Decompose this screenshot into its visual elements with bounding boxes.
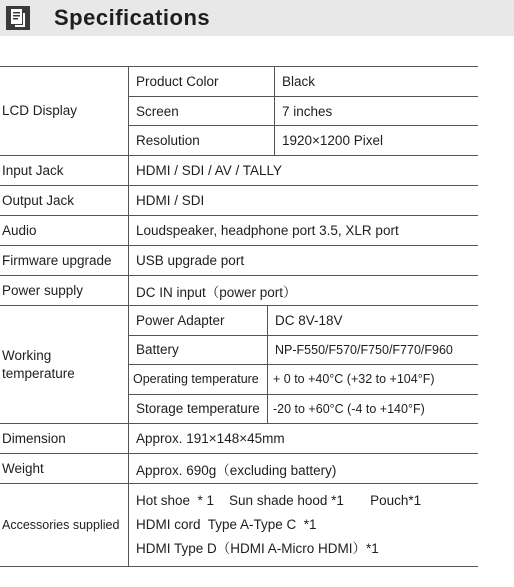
lcd-row-screen — [129, 96, 478, 126]
working-key: Operating temperature — [133, 372, 259, 387]
spec-label: Dimension — [2, 430, 66, 446]
spec-label: Output Jack — [2, 192, 75, 208]
working-key: Battery — [136, 342, 179, 358]
spec-label-lcd: LCD Display — [2, 103, 78, 118]
spec-label: Audio — [2, 222, 37, 238]
spec-row-accessories — [0, 483, 478, 567]
lcd-value: 1920×1200 Pixel — [274, 126, 478, 155]
lcd-key: Product Color — [136, 73, 219, 89]
working-subtable — [128, 306, 478, 423]
working-value: + 0 to +40°C (+32 to +104°F) — [267, 365, 478, 394]
spec-row-lcd — [0, 66, 478, 155]
spec-label: Weight — [2, 460, 44, 476]
lcd-row-resolution — [129, 125, 478, 155]
spec-value: Approx. 191×148×45mm — [128, 424, 478, 453]
spec-label: Input Jack — [2, 162, 64, 178]
spec-value: USB upgrade port — [128, 246, 478, 275]
spec-row-weight — [0, 453, 478, 483]
lcd-key: Resolution — [136, 133, 200, 149]
spec-row-firmware — [0, 245, 478, 275]
spec-label: Power supply — [2, 282, 84, 298]
lcd-row-color — [129, 67, 478, 96]
spec-table — [0, 66, 478, 567]
accessory-line: HDMI Type D（HDMI A-Micro HDMI）*1 — [136, 541, 379, 556]
working-row-operating — [129, 364, 478, 394]
working-value: -20 to +60°C (-4 to +140°F) — [267, 395, 478, 424]
spec-label: Firmware upgrade — [2, 252, 112, 268]
page-title: Specifications — [54, 5, 211, 30]
spec-value: Loudspeaker, headphone port 3.5, XLR port — [128, 216, 478, 245]
working-value: DC 8V-18V — [267, 306, 478, 335]
accessories-list — [128, 484, 478, 566]
spec-row-power — [0, 275, 478, 305]
working-row-adapter — [129, 306, 478, 335]
lcd-value: 7 inches — [274, 97, 478, 126]
spec-label-line: temperature — [2, 365, 75, 381]
document-icon — [6, 6, 30, 30]
spec-row-input-jack — [0, 155, 478, 185]
working-row-storage — [129, 394, 478, 424]
spec-value: Approx. 690g（excluding battery) — [128, 454, 478, 483]
spec-label-working — [0, 306, 128, 423]
accessory-line: HDMI cord Type A-Type C *1 — [136, 517, 317, 532]
spec-label-line: Working — [2, 347, 52, 363]
spec-label: Accessories supplied — [2, 518, 120, 532]
spec-row-output-jack — [0, 185, 478, 215]
spec-value: DC IN input（power port） — [128, 276, 478, 305]
section-header — [0, 0, 514, 36]
accessory-line: Hot shoe * 1 Sun shade hood *1 Pouch*1 — [136, 493, 422, 508]
spec-value: HDMI / SDI / AV / TALLY — [128, 156, 478, 185]
working-value: NP-F550/F570/F750/F770/F960 — [267, 336, 478, 365]
lcd-key: Screen — [136, 103, 179, 119]
spec-row-working — [0, 305, 478, 423]
lcd-subtable — [128, 67, 478, 155]
spec-row-audio — [0, 215, 478, 245]
working-row-battery — [129, 335, 478, 365]
working-key: Power Adapter — [136, 312, 225, 328]
spec-value: HDMI / SDI — [128, 186, 478, 215]
spec-row-dimension — [0, 423, 478, 453]
working-key: Storage temperature — [136, 401, 260, 417]
lcd-value: Black — [274, 67, 478, 96]
